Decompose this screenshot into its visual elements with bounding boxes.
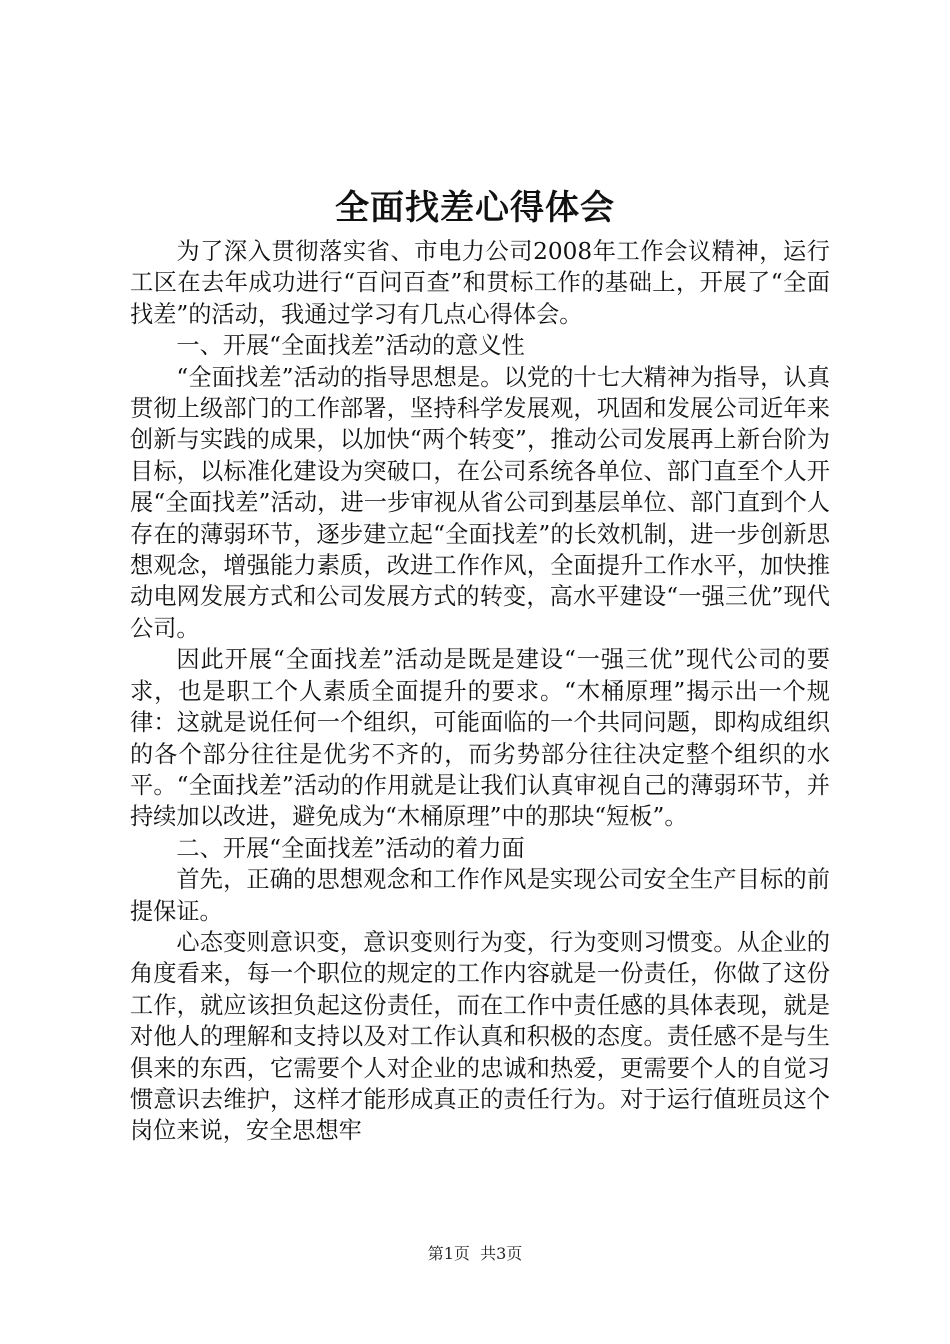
paragraph-guiding-thought: “全面找差”活动的指导思想是。以党的十七大精神为指导，认真贯彻上级部门的工作部署，坚持科学发展观，巩固和发展公司近年来创新与实践的成果，以加快“两个转变”，推动公司发展再上新台阶为目标，以标准化建设为突破口，在公司系统各单位、部门直至个人开展“全面找差”活动，进一步审视从省公司到基层单位、部门直到个人存在的薄弱环节，逐步建立起“全面找差”的长效机制，进一步创新思想观念，增强能力素质，改进工作作风，全面提升工作水平，加快推动电网发展方式和公司发展方式的转变，高水平建设“一强三优”现代公司。 — [130, 363, 830, 642]
paragraph-barrel-principle: 因此开展“全面找差”活动是既是建设“一强三优”现代公司的要求，也是职工个人素质全面提升的要求。“木桶原理”揭示出一个规律：这就是说任何一个组织，可能面临的一个共同问题，即构成组织的各个部分往往是优劣不齐的，而劣势部分往往决定整个组织的水平。“全面找差”活动的作用就是让我们认真审视自己的薄弱环节，并持续加以改进，避免成为“木桶原理”中的那块“短板”。 — [130, 646, 830, 831]
section-heading-2: 二、开展“全面找差”活动的着力面 — [176, 834, 525, 862]
section-heading-1: 一、开展“全面找差”活动的意义性 — [176, 332, 525, 360]
document-body — [130, 236, 830, 1147]
paragraph-intro: 为了深入贯彻落实省、市电力公司2008年工作会议精神，运行工区在去年成功进行“百问百查”和贯标工作的基础上，开展了“全面找差”的活动，我通过学习有几点心得体会。 — [130, 238, 830, 328]
page-footer — [0, 1244, 950, 1264]
page-number: 第1页 — [427, 1244, 470, 1263]
paragraph-responsibility: 心态变则意识变，意识变则行为变，行为变则习惯变。从企业的角度看来，每一个职位的规定的工作内容就是一份责任，你做了这份工作，就应该担负起这份责任，而在工作中责任感的具体表现，就是对他人的理解和支持以及对工作认真和积极的态度。责任感不是与生俱来的东西，它需要个人对企业的忠诚和热爱，更需要个人的自觉习惯意识去维护，这样才能形成真正的责任行为。对于运行值班员这个岗位来说，安全思想牢 — [130, 928, 830, 1145]
footer-gap — [470, 1244, 480, 1263]
page-total: 共3页 — [480, 1244, 523, 1263]
paragraph-first-point: 首先，正确的思想观念和工作作风是实现公司安全生产目标的前提保证。 — [130, 866, 830, 925]
document-title: 全面找差心得体会 — [335, 188, 615, 228]
